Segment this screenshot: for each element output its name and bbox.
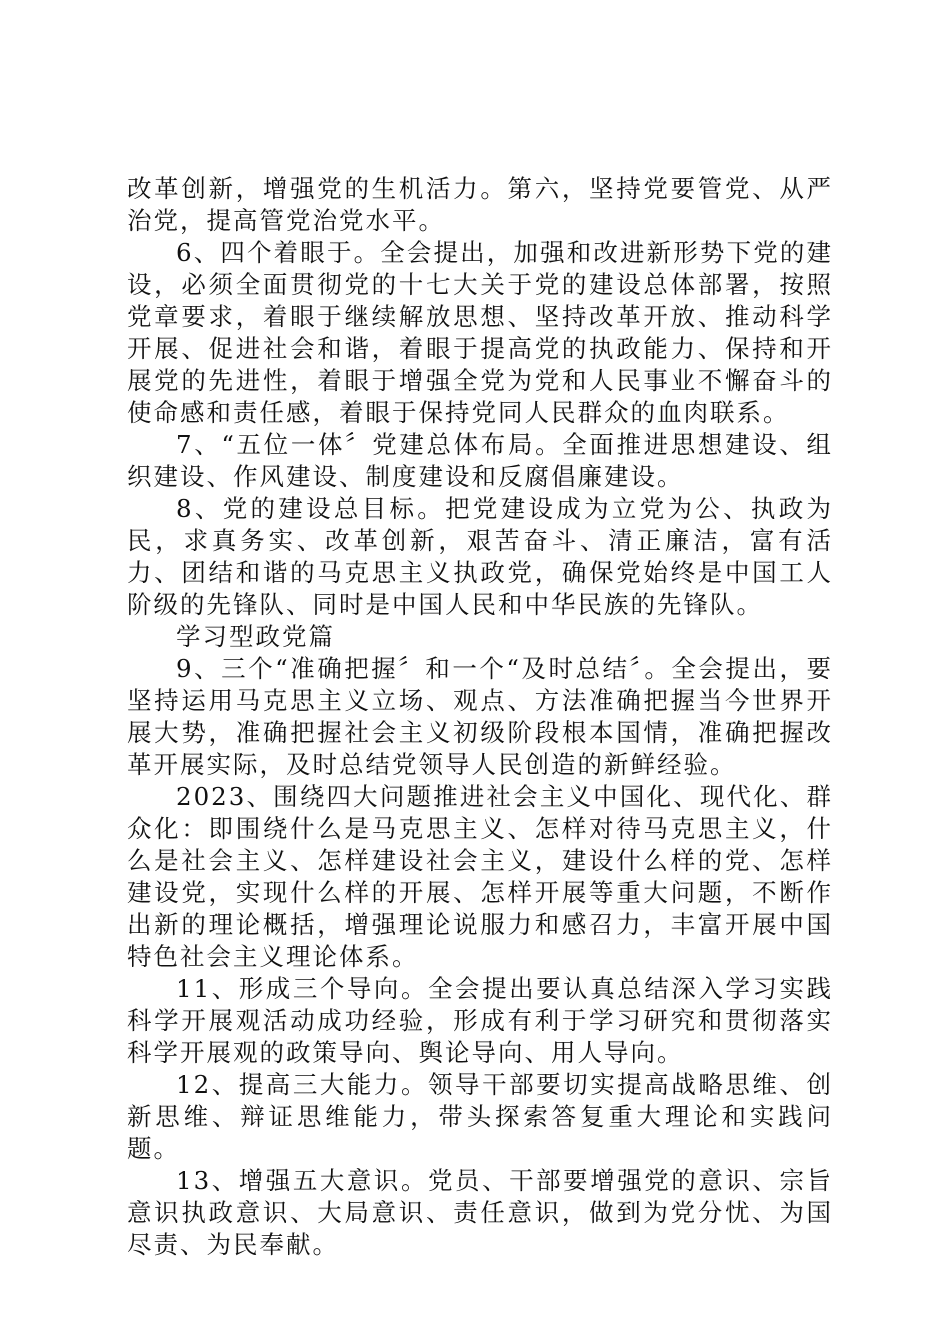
paragraph-continuation: 改革创新，增强党的生机活力。第六，坚持党要管党、从严治党，提高管党治党水平。	[127, 174, 833, 235]
paragraph-item-8: 8、党的建设总目标。把党建设成为立党为公、执政为民，求真务实、改革创新，艰苦奋斗、清正廉洁，富有活力、团结和谐的马克思主义执政党，确保党始终是中国工人阶级的先锋队、同时是中国人民和中华民族的先锋队。	[127, 494, 833, 619]
paragraph-item-11: 11、形成三个导向。全会提出要认真总结深入学习实践科学开展观活动成功经验，形成有利于学习研究和贯彻落实科学开展观的政策导向、舆论导向、用人导向。	[127, 974, 833, 1067]
paragraph-item-10: 2023、围绕四大问题推进社会主义中国化、现代化、群众化：即围绕什么是马克思主义、怎样对待马克思主义，什么是社会主义、怎样建设社会主义，建设什么样的党、怎样建设党，实现什么样的开展、怎样开展等重大问题，不断作出新的理论概括，增强理论说服力和感召力，丰富开展中国特色社会主义理论体系。	[127, 782, 833, 971]
paragraph-item-13: 13、增强五大意识。党员、干部要增强党的意识、宗旨意识执政意识、大局意识、责任意识，做到为党分忧、为国尽责、为民奉献。	[127, 1166, 833, 1259]
paragraph-item-12: 12、提高三大能力。领导干部要切实提高战略思维、创新思维、辩证思维能力，带头探索答复重大理论和实践问题。	[127, 1070, 833, 1163]
document-body	[127, 173, 833, 1261]
paragraph-item-7: 7、“五位一体〞党建总体布局。全面推进思想建设、组织建设、作风建设、制度建设和反腐倡廉建设。	[127, 430, 833, 491]
paragraph-item-9: 9、三个“准确把握〞和一个“及时总结〞。全会提出，要坚持运用马克思主义立场、观点、方法准确把握当今世界开展大势，准确把握社会主义初级阶段根本国情，准确把握改革开展实际，及时总结党领导人民创造的新鲜经验。	[127, 654, 833, 779]
section-heading: 学习型政党篇	[176, 622, 335, 651]
paragraph-item-6: 6、四个着眼于。全会提出，加强和改进新形势下党的建设，必须全面贯彻党的十七大关于党的建设总体部署，按照党章要求，着眼于继续解放思想、坚持改革开放、推动科学开展、促进社会和谐，着眼于提高党的执政能力、保持和开展党的先进性，着眼于增强全党为党和人民事业不懈奋斗的使命感和责任感，着眼于保持党同人民群众的血肉联系。	[127, 238, 833, 427]
